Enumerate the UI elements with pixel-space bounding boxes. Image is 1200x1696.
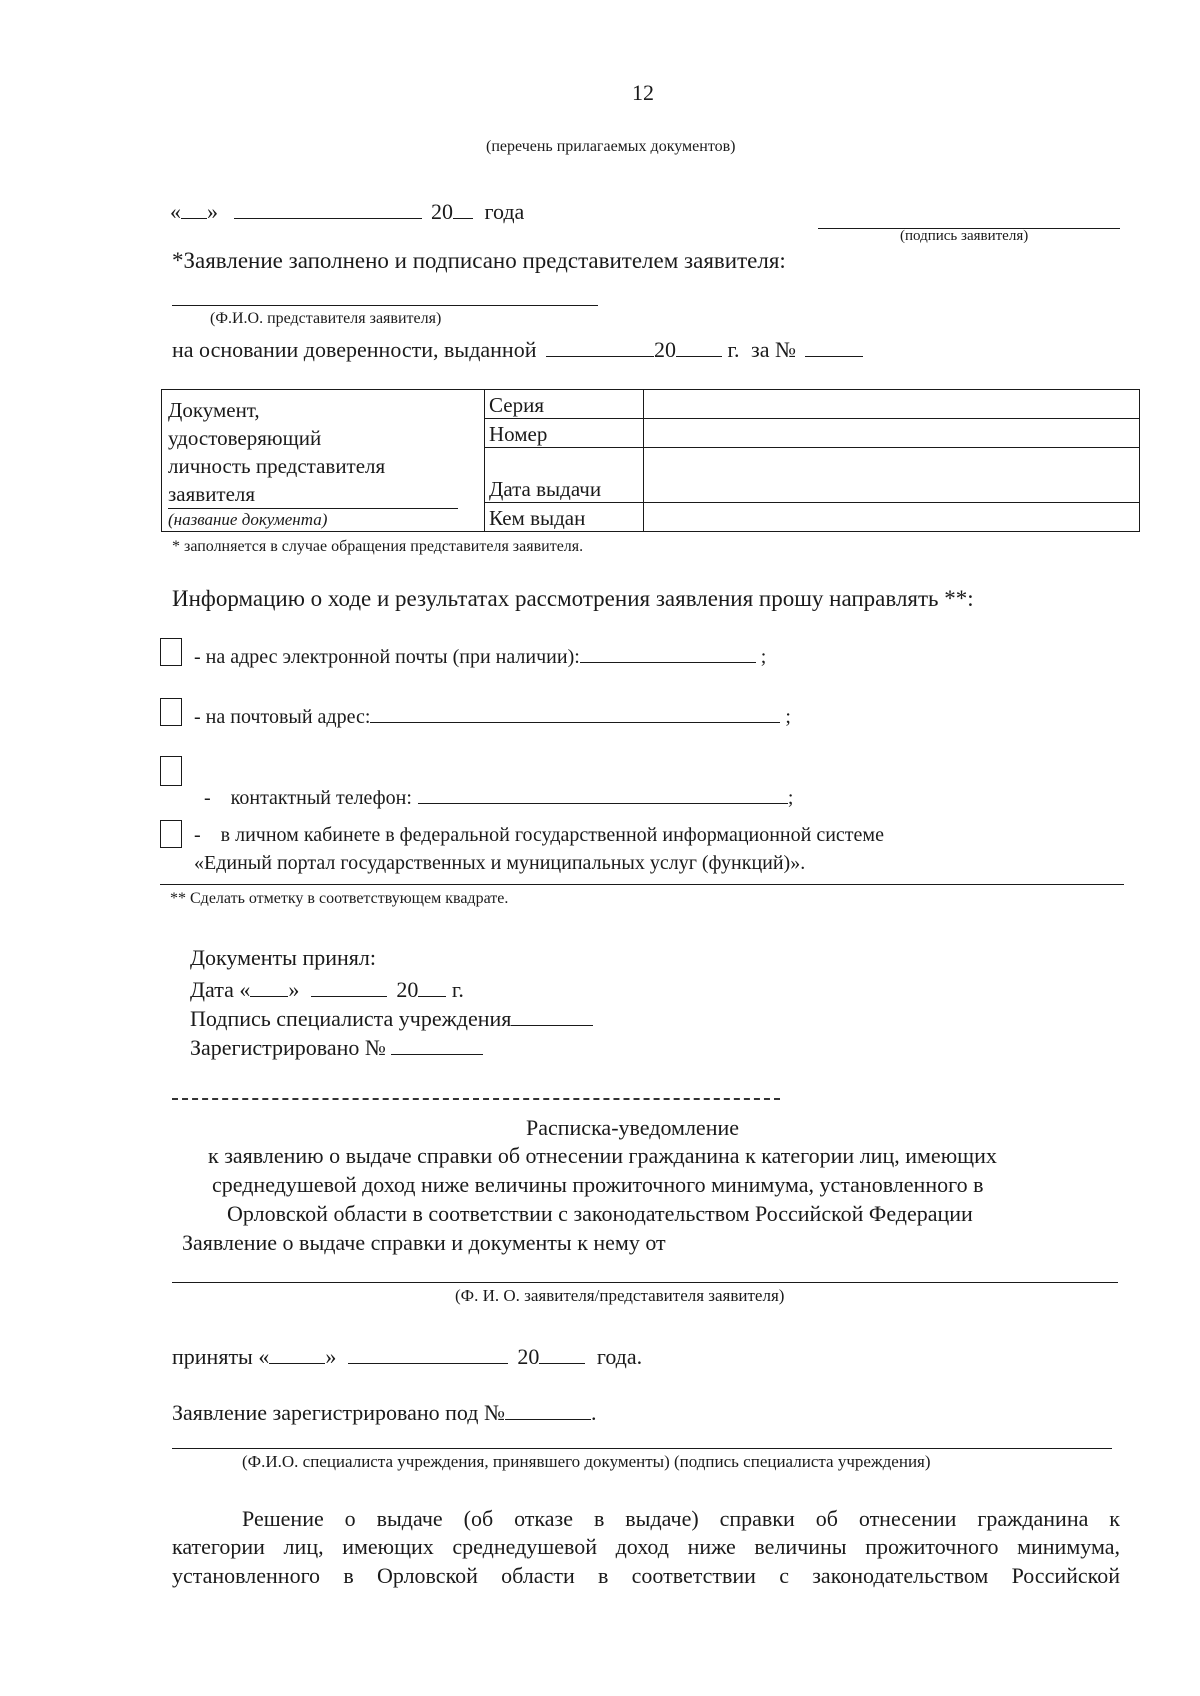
option-gosuslugi-line-1: - в личном кабинете в федеральной государственной информационной системе xyxy=(194,824,884,846)
receipt-year-prefix: 20 xyxy=(517,1344,540,1369)
table-footnote: * заполняется в случае обращения представителя заявителя. xyxy=(172,538,584,555)
accepted-day-blank[interactable] xyxy=(250,974,288,997)
receipt-registered-end: . xyxy=(590,1400,597,1425)
receipt-from-line: Заявление о выдаче справки и документы к нему от xyxy=(182,1230,666,1255)
signature-caption: (подпись заявителя) xyxy=(900,228,1029,244)
option-email xyxy=(194,642,766,669)
option-phone-end: ; xyxy=(787,787,794,809)
option-phone-label: - контактный телефон: xyxy=(204,787,412,809)
receipt-accepted-prefix: приняты « xyxy=(172,1344,270,1369)
proxy-number-label: за № xyxy=(751,337,796,362)
field-label-issued-by: Кем выдан xyxy=(485,503,644,532)
date-year-prefix: 20 xyxy=(431,199,453,224)
accepted-signature-label: Подпись специалиста учреждения xyxy=(190,1006,512,1031)
representative-fio-caption: (Ф.И.О. представителя заявителя) xyxy=(210,310,442,327)
id-doc-name-cell xyxy=(162,390,485,532)
receipt-registered-blank[interactable] xyxy=(505,1397,591,1420)
proxy-number-blank[interactable] xyxy=(805,334,863,357)
date-line xyxy=(170,196,524,225)
id-doc-line-2: удостоверяющий xyxy=(168,426,322,450)
receipt-year-suffix: года. xyxy=(596,1344,643,1369)
checkbox-postal[interactable] xyxy=(160,698,182,726)
decision-line-3: установленного в Орловской области в соответствии с законодательством Российской xyxy=(172,1563,1120,1588)
info-request: Информацию о ходе и результатах рассмотрения заявления прошу направлять **: xyxy=(172,586,974,611)
id-doc-line-4: заявителя xyxy=(168,480,458,509)
checkbox-email[interactable] xyxy=(160,638,182,666)
option-postal xyxy=(194,702,791,729)
receipt-month-blank[interactable] xyxy=(348,1341,508,1364)
receipt-fio-line[interactable] xyxy=(172,1282,1118,1283)
decision-line-2: категории лиц, имеющих среднедушевой доход ниже величины прожиточного минимума, xyxy=(172,1534,1120,1559)
date-month-blank[interactable] xyxy=(234,196,422,219)
accepted-registered xyxy=(190,1032,483,1061)
proxy-g: г. xyxy=(727,337,740,362)
specialist-caption: (Ф.И.О. специалиста учреждения, принявшего документы) (подпись специалиста учреждения) xyxy=(242,1452,931,1471)
receipt-registered-label: Заявление зарегистрировано под № xyxy=(172,1400,505,1425)
receipt-accepted-line xyxy=(172,1341,642,1370)
proxy-year-prefix: 20 xyxy=(653,337,676,362)
receipt-year-blank[interactable] xyxy=(539,1341,585,1364)
phone-blank[interactable] xyxy=(418,783,788,804)
decision-line-1: Решение о выдаче (об отказе в выдаче) справки об отнесении гражданина к xyxy=(242,1506,1120,1531)
accepted-signature xyxy=(190,1003,593,1032)
receipt-subtitle-2: среднедушевой доход ниже величины прожиточного минимума, установленного в xyxy=(212,1172,984,1197)
field-value-number[interactable] xyxy=(644,419,1140,448)
option-gosuslugi-line-2: «Единый портал государственных и муниципальных услуг (функций)». xyxy=(194,852,806,874)
option-phone xyxy=(194,760,793,810)
accepted-date xyxy=(190,974,464,1003)
email-blank[interactable] xyxy=(580,642,756,663)
postal-blank[interactable] xyxy=(370,702,780,723)
option-postal-end: ; xyxy=(785,706,791,728)
field-label-issue-date: Дата выдачи xyxy=(485,448,644,503)
footnote-separator xyxy=(160,884,1124,885)
accepted-year-prefix: 20 xyxy=(396,977,419,1002)
specialist-line[interactable] xyxy=(172,1448,1112,1449)
representative-fio-line[interactable] xyxy=(172,305,598,306)
id-document-table xyxy=(161,389,1140,532)
proxy-date-blank[interactable] xyxy=(546,334,654,357)
receipt-accepted-close: » xyxy=(325,1344,337,1369)
accepted-month-blank[interactable] xyxy=(311,974,387,997)
id-doc-caption: (название документа) xyxy=(168,510,328,529)
receipt-subtitle-3: Орловской области в соответствии с законодательством Российской Федерации xyxy=(227,1201,973,1226)
receipt-day-blank[interactable] xyxy=(269,1341,325,1364)
proxy-line xyxy=(172,334,863,363)
receipt-subtitle-1: к заявлению о выдаче справки об отнесении гражданина к категории лиц, имеющих xyxy=(208,1143,997,1168)
proxy-prefix: на основании доверенности, выданной xyxy=(172,337,537,362)
receipt-title: Расписка-уведомление xyxy=(526,1115,740,1140)
accepted-registered-blank[interactable] xyxy=(391,1032,483,1055)
option-email-label: - на адрес электронной почты (при наличии): xyxy=(194,646,580,668)
id-doc-line-1: Документ, xyxy=(168,398,260,422)
date-open-quote: « xyxy=(170,199,181,224)
field-value-issued-by[interactable] xyxy=(644,503,1140,532)
id-doc-line-3: личность представителя xyxy=(168,454,386,478)
date-year-suffix: года xyxy=(484,199,525,224)
accepted-date-close: » xyxy=(288,977,300,1002)
accepted-g: г. xyxy=(451,977,464,1002)
cut-line xyxy=(172,1098,780,1100)
option-email-end: ; xyxy=(760,646,767,668)
checkbox-phone[interactable] xyxy=(160,756,182,786)
receipt-fio-caption: (Ф. И. О. заявителя/представителя заявителя) xyxy=(455,1286,785,1305)
date-day-blank[interactable] xyxy=(181,196,207,219)
receipt-registered-line xyxy=(172,1397,596,1426)
field-value-issue-date[interactable] xyxy=(644,448,1140,503)
page-number: 12 xyxy=(632,80,654,105)
mark-footnote: ** Сделать отметку в соответствующем квадрате. xyxy=(170,890,509,907)
accepted-date-label: Дата « xyxy=(190,977,251,1002)
option-postal-label: - на почтовый адрес: xyxy=(194,706,371,728)
date-year-blank[interactable] xyxy=(453,196,473,219)
date-close-quote: » xyxy=(207,199,218,224)
accepted-signature-blank[interactable] xyxy=(511,1003,593,1026)
representative-note: *Заявление заполнено и подписано представителем заявителя: xyxy=(172,248,786,273)
field-label-number: Номер xyxy=(485,419,644,448)
field-label-series: Серия xyxy=(485,390,644,419)
accepted-year-blank[interactable] xyxy=(418,974,446,997)
accepted-registered-label: Зарегистрировано № xyxy=(190,1035,386,1060)
field-value-series[interactable] xyxy=(644,390,1140,419)
accepted-title: Документы принял: xyxy=(190,945,376,970)
proxy-year-blank[interactable] xyxy=(676,334,722,357)
checkbox-gosuslugi[interactable] xyxy=(160,820,182,848)
attached-docs-caption: (перечень прилагаемых документов) xyxy=(486,138,736,155)
